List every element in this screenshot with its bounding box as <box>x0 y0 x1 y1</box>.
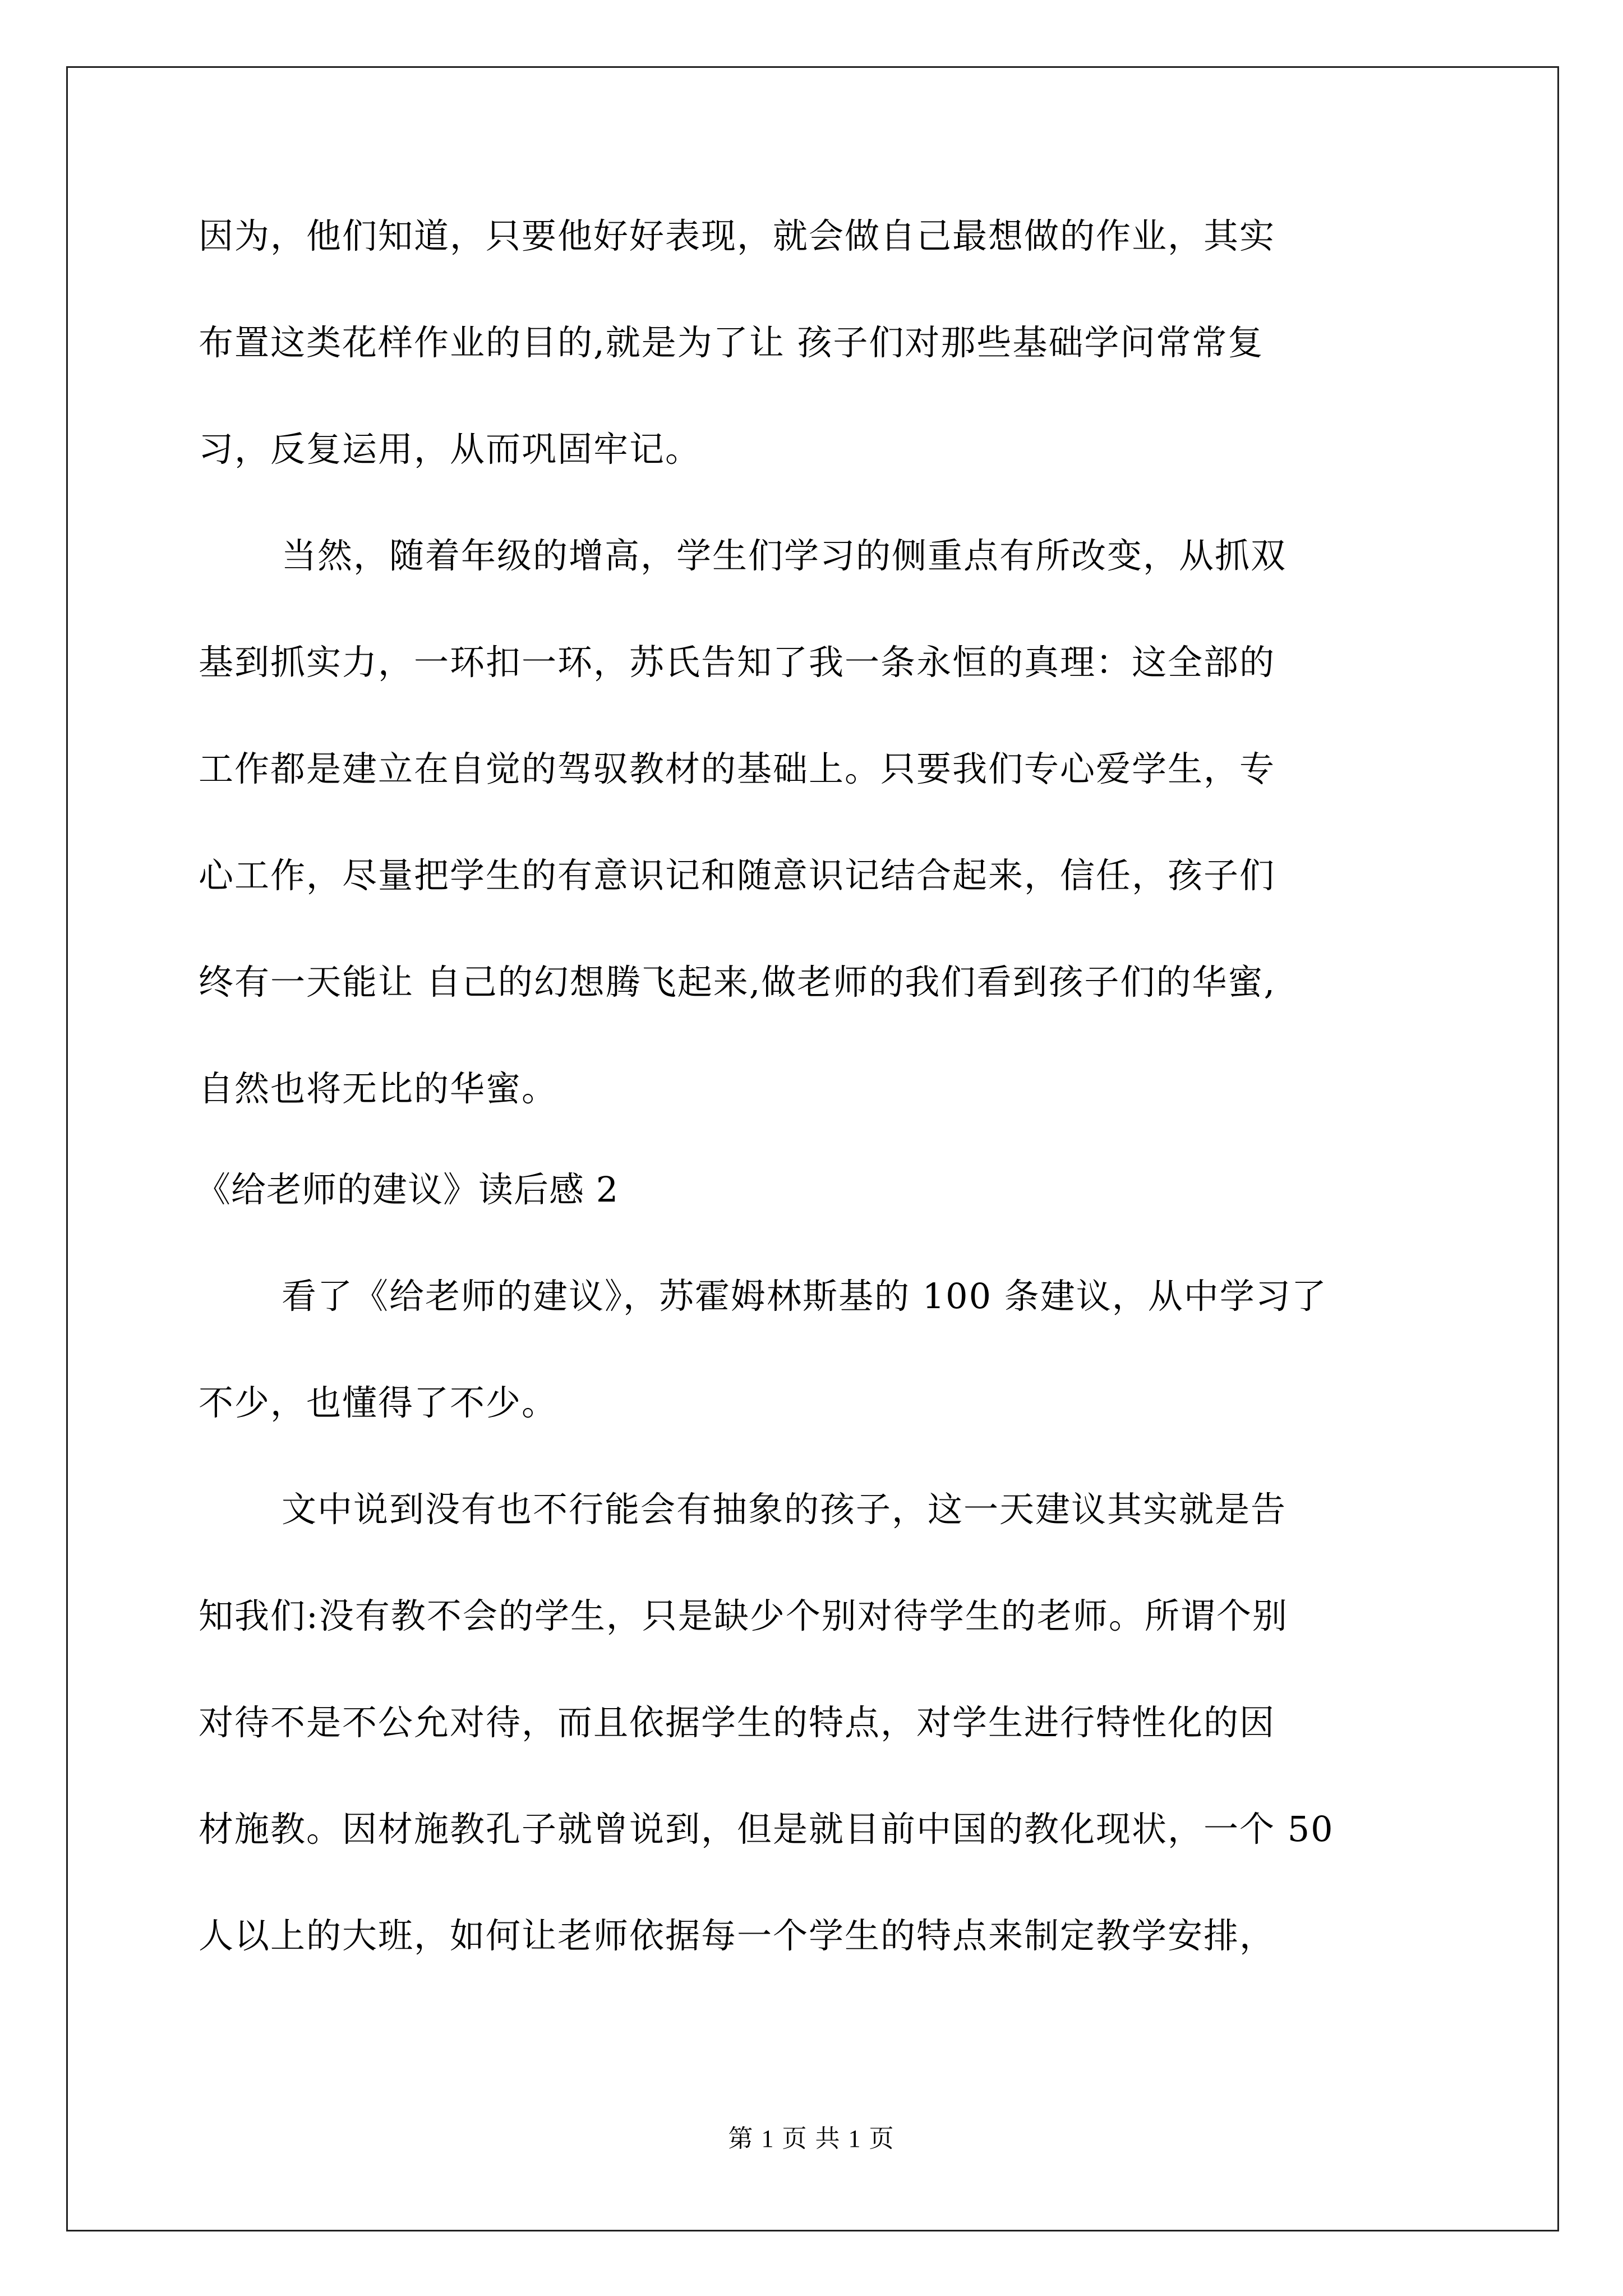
paragraph-line: 不少，也懂得了不少。 <box>199 1382 558 1423</box>
page-border <box>66 66 1559 2231</box>
paragraph-line: 习，反复运用，从而巩固牢记。 <box>199 429 702 470</box>
paragraph-line: 布置这类花样作业的目的,就是为了让 孩子们对那些基础学问常常复 <box>199 322 1264 363</box>
paragraph-line: 当然，随着年级的增高，学生们学习的侧重点有所改变，从抓双 <box>282 535 1287 576</box>
paragraph-line: 人以上的大班，如何让老师依据每一个学生的特点来制定教学安排， <box>199 1915 1276 1956</box>
paragraph-line: 材施教。因材施教孔子就曾说到，但是就目前中国的教化现状，一个 50 <box>199 1809 1334 1849</box>
paragraph-line: 对待不是不公允对待，而且依据学生的特点，对学生进行特性化的因 <box>199 1702 1276 1743</box>
paragraph-line: 心工作，尽量把学生的有意识记和随意识记结合起来，信任，孩子们 <box>199 855 1276 896</box>
paragraph-line: 看了《给老师的建议》，苏霍姆林斯基的 100 条建议，从中学习了 <box>282 1276 1327 1317</box>
paragraph-line: 终有一天能让 自己的幻想腾飞起来,做老师的我们看到孩子们的华蜜, <box>199 961 1276 1002</box>
paragraph-line: 自然也将无比的华蜜。 <box>199 1068 558 1109</box>
paragraph-line: 因为，他们知道，只要他好好表现，就会做自己最想做的作业，其实 <box>199 215 1276 256</box>
paragraph-line: 知我们:没有教不会的学生，只是缺少个别对待学生的老师。所谓个别 <box>199 1595 1288 1636</box>
page-number-footer: 第 1 页 共 1 页 <box>728 2125 895 2152</box>
section-heading: 《给老师的建议》读后感 2 <box>196 1169 619 1210</box>
paragraph-line: 基到抓实力，一环扣一环，苏氏告知了我一条永恒的真理：这全部的 <box>199 642 1276 683</box>
paragraph-line: 工作都是建立在自觉的驾驭教材的基础上。只要我们专心爱学生，专 <box>199 748 1276 789</box>
paragraph-line: 文中说到没有也不行能会有抽象的孩子，这一天建议其实就是告 <box>282 1489 1287 1530</box>
